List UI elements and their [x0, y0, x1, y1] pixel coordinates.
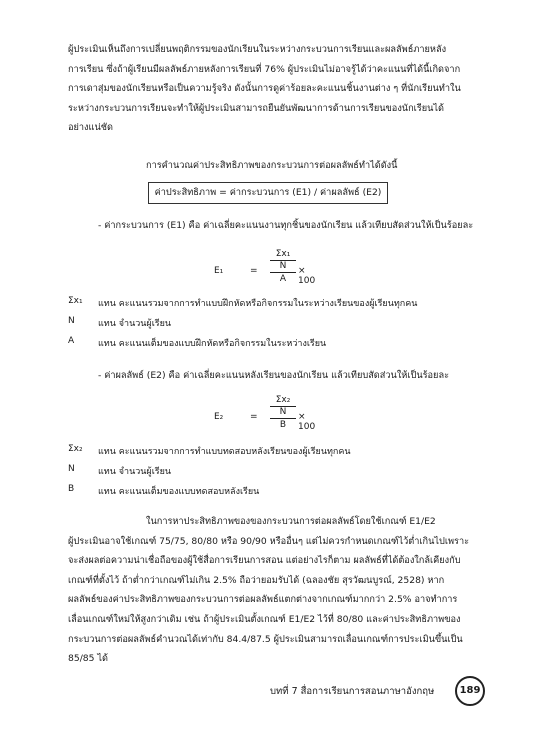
- text-line: การเรียน ซึ่งถ้าผู้เรียนมีผลลัพธ์ภายหลังการเรียนที่ 76% ผู้ประเมินไม่อาจรู้ได้ว่าคะแนนที่ได้นี้เกิดจาก: [68, 63, 461, 75]
- e2-fraction: [270, 394, 296, 431]
- text-line: อย่างแน่ชัด: [68, 122, 113, 134]
- text-line: กระบวนการต่อผลลัพธ์คำนวณได้เท่ากับ 84.4/87.5 ผู้ประเมินสามารถเลื่อนเกณฑ์การประเมินขึ้นเป็น: [68, 633, 463, 645]
- def-symbol: Σx₂: [68, 444, 83, 454]
- def-text: แทน คะแนนรวมจากการทำแบบฝึกหัดหรือกิจกรรมในระหว่างเรียนของผู้เรียนทุกคน: [98, 299, 418, 309]
- def-symbol: N: [68, 316, 75, 326]
- text-line: ผู้ประเมินอาจใช้เกณฑ์ 75/75, 80/80 หรือ 90/90 หรืออื่นๆ แต่ไม่ควรกำหนดเกณฑ์ไว้ต่ำเกินไปเพราะ: [68, 535, 470, 547]
- text-line: ผลลัพธ์ของค่าประสิทธิภาพของกระบวนการต่อผลลัพธ์แตกต่างจากเกณฑ์มากกว่า 2.5% อาจทำการ: [68, 594, 458, 606]
- text-line: เกณฑ์ที่ตั้งไว้ ถ้าต่ำกว่าเกณฑ์ไม่เกิน 2.5% ถือว่ายอมรับได้ (ฉลองชัย สุรวัฒนบูรณ์, 2528) หาก: [68, 574, 445, 586]
- calc-heading: การคำนวณค่าประสิทธิภาพของกระบวนการต่อผลลัพธ์ทำได้ดังนี้: [146, 160, 398, 171]
- intro-paragraph: [68, 40, 494, 138]
- text-line: ระหว่างกระบวนการเรียนจะทำให้ผู้ประเมินสามารถยืนยันพัฒนาการด้านการเรียนของนักเรียนได้: [68, 102, 444, 114]
- denominator-n: N: [270, 407, 296, 419]
- numerator: Σx₁: [270, 248, 296, 261]
- e1-fraction: [270, 248, 296, 285]
- efficiency-formula-box: ค่าประสิทธิภาพ = ค่ากระบวนการ (E1) / ค่าผลลัพธ์ (E2): [148, 182, 388, 204]
- text-line: การเดาสุ่มของนักเรียนหรือเป็นความรู้จริง ดังนั้นการดูค่าร้อยละคะแนนชิ้นงานต่าง ๆ ที่นักเรียนทำใน: [68, 83, 461, 95]
- text-line: จะส่งผลต่อความน่าเชื่อถือของผู้ใช้สื่อการเรียนการสอน แต่อย่างไรก็ตาม ผลลัพธ์ที่ได้ต้องใกล้เคียงกับ: [68, 555, 461, 567]
- def-symbol: A: [68, 336, 75, 346]
- def-text: แทน คะแนนรวมจากการทำแบบทดสอบหลังเรียนของผู้เรียนทุกคน: [98, 447, 351, 457]
- e1-intro: - ค่ากระบวนการ (E1) คือ ค่าเฉลี่ยคะแนนงานทุกชิ้นของนักเรียน แล้วเทียบสัดส่วนให้เป็นร้อยละ: [98, 220, 474, 231]
- def-text: แทน คะแนนเต็มของแบบทดสอบหลังเรียน: [98, 487, 260, 497]
- text-line: เลื่อนเกณฑ์ใหม่ให้สูงกว่าเดิม เช่น ถ้าผู้ประเมินตั้งเกณฑ์ E1/E2 ไว้ที่ 80/80 และค่าประสิทธิภาพของ: [68, 613, 461, 625]
- page-number: 189: [455, 676, 485, 706]
- denominator-n: N: [270, 261, 296, 273]
- criteria-paragraph: [68, 512, 494, 669]
- chapter-footer: บทที่ 7 สื่อการเรียนการสอนภาษาอังกฤษ: [270, 686, 435, 697]
- e1-symbol: E₁: [214, 266, 224, 276]
- equals-sign: =: [250, 412, 258, 422]
- def-text: แทน จำนวนผู้เรียน: [98, 467, 172, 477]
- e2-intro: - ค่าผลลัพธ์ (E2) คือ ค่าเฉลี่ยคะแนนหลังเรียนของนักเรียน แล้วเทียบสัดส่วนให้เป็นร้อยละ: [98, 370, 450, 381]
- def-symbol: Σx₁: [68, 296, 83, 306]
- text-line: ในการหาประสิทธิภาพของของกระบวนการต่อผลลัพธ์โดยใช้เกณฑ์ E1/E2: [146, 516, 436, 527]
- def-text: แทน คะแนนเต็มของแบบฝึกหัดหรือกิจกรรมในระหว่างเรียน: [98, 339, 327, 349]
- numerator: Σx₂: [270, 394, 296, 407]
- equals-sign: =: [250, 266, 258, 276]
- text-line: ผู้ประเมินเห็นถึงการเปลี่ยนพฤติกรรมของนักเรียนในระหว่างกระบวนการเรียนและผลลัพธ์ภายหลัง: [68, 44, 447, 55]
- text-line: 85/85 ได้: [68, 653, 108, 665]
- denominator-b: B: [279, 420, 287, 430]
- def-text: แทน จำนวนผู้เรียน: [98, 319, 172, 329]
- def-symbol: N: [68, 464, 75, 474]
- def-symbol: B: [68, 484, 75, 494]
- denominator-a: A: [279, 274, 287, 284]
- e2-symbol: E₂: [214, 412, 224, 422]
- times-100: × 100: [298, 266, 316, 286]
- times-100: × 100: [298, 412, 316, 432]
